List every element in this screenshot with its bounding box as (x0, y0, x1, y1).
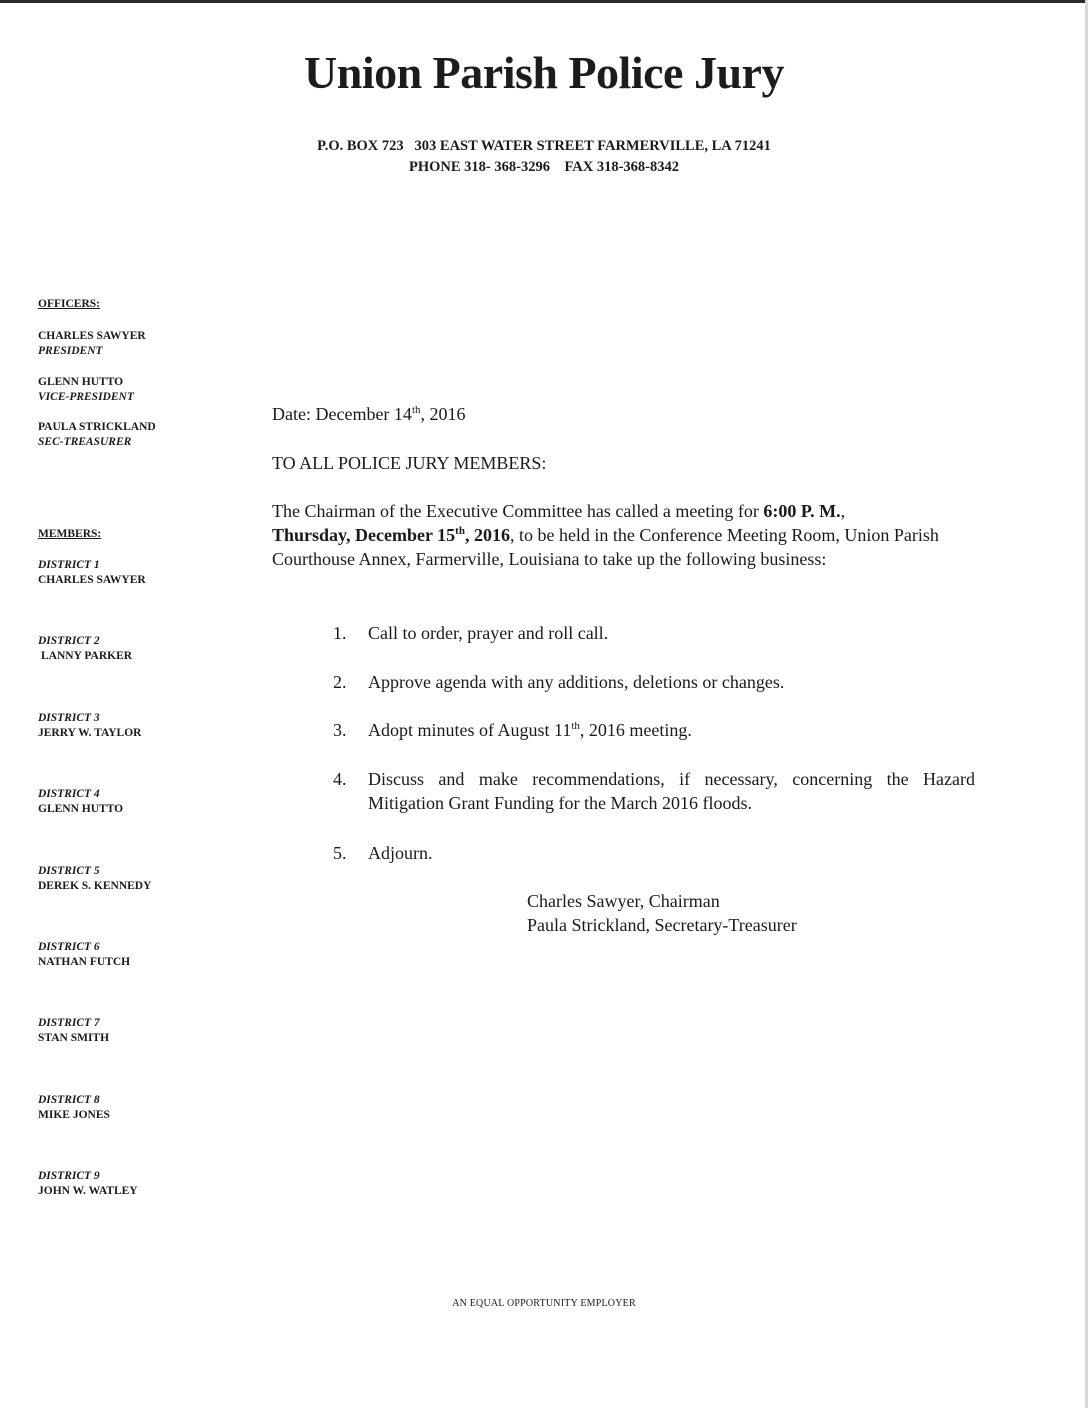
member-district: DISTRICT 7 (38, 1017, 100, 1029)
member-district: DISTRICT 9 (38, 1170, 100, 1182)
meeting-time: 6:00 P. M. (763, 501, 841, 521)
members-heading (38, 527, 101, 542)
agenda-number: 3. (333, 720, 347, 740)
member-entry (38, 940, 130, 970)
date-ordinal: th (411, 404, 421, 416)
agenda-text (368, 718, 975, 742)
officer-entry (38, 375, 134, 405)
member-district: DISTRICT 1 (38, 559, 100, 571)
meeting-day (272, 525, 510, 545)
officer-name: PAULA STRICKLAND (38, 421, 156, 433)
member-entry (38, 1093, 110, 1123)
member-name: CHARLES SAWYER (38, 574, 146, 586)
address-line-2 (0, 157, 1088, 178)
date-year: , 2016 (420, 404, 466, 424)
officers-heading (38, 297, 100, 312)
member-entry (38, 864, 151, 894)
member-entry (38, 1016, 109, 1046)
member-name: NATHAN FUTCH (38, 956, 131, 968)
member-name: STAN SMITH (38, 1032, 110, 1044)
signature-secretary: Paula Strickland, Secretary-Treasurer (527, 915, 797, 935)
member-entry (38, 634, 132, 664)
intro-comma: , (840, 501, 846, 521)
address-line-1-text: P.O. BOX 723 303 EAST WATER STREET FARMERVILLE, LA 71241 (317, 138, 771, 154)
letterhead-address (0, 136, 1088, 178)
date-text: Date: December 14 (272, 404, 412, 424)
intro-text-rest: , to be held in the Conference Meeting Room, Union Parish Courthouse Annex, Farmerville, Louisiana to take up the following business: (272, 525, 939, 569)
address-line-1 (0, 136, 1088, 157)
meeting-day-ordinal: th (455, 525, 465, 537)
member-name: MIKE JONES (38, 1109, 110, 1121)
signature-block (527, 889, 797, 937)
member-name: GLENN HUTTO (38, 803, 124, 815)
member-entry (38, 711, 141, 741)
officer-entry (38, 329, 146, 359)
member-name: DEREK S. KENNEDY (38, 880, 152, 892)
agenda-text: Discuss and make recommendations, if necessary, concerning the Hazard Mitigation Grant Funding for the March 2016 floods. (368, 769, 975, 813)
officers-heading-text: OFFICERS: (38, 298, 100, 310)
footer-eoe: AN EQUAL OPPORTUNITY EMPLOYER (452, 1298, 636, 1309)
member-district: DISTRICT 3 (38, 712, 100, 724)
agenda-text-pre: Adopt minutes of August 11 (368, 720, 572, 740)
member-district: DISTRICT 8 (38, 1094, 100, 1106)
member-district: DISTRICT 6 (38, 941, 100, 953)
member-district: DISTRICT 4 (38, 788, 100, 800)
meeting-year: , 2016 (464, 525, 510, 545)
letter-salutation: TO ALL POLICE JURY MEMBERS: (272, 453, 547, 473)
member-district: DISTRICT 5 (38, 865, 100, 877)
members-heading-text: MEMBERS: (38, 528, 102, 540)
member-entry (38, 558, 146, 588)
member-entry (38, 787, 123, 817)
agenda-ordinal: th (571, 720, 580, 732)
member-name: JOHN W. WATLEY (38, 1185, 138, 1197)
agenda-text: Call to order, prayer and roll call. (368, 623, 609, 643)
officer-name: GLENN HUTTO (38, 376, 124, 388)
letterhead-title: Union Parish Police Jury (304, 47, 784, 98)
member-name: LANNY PARKER (41, 650, 133, 662)
address-line-2-text: PHONE 318- 368-3296 FAX 318-368-8342 (409, 159, 679, 175)
member-entry (38, 1169, 138, 1199)
meeting-day-text: Thursday, December 15 (272, 525, 456, 545)
signature-chairman: Charles Sawyer, Chairman (527, 891, 720, 911)
agenda-number: 5. (333, 843, 347, 863)
officer-entry (38, 420, 156, 450)
agenda-number: 4. (333, 769, 347, 789)
officer-role: PRESIDENT (38, 345, 103, 357)
officer-role: SEC-TREASURER (38, 436, 132, 448)
page-top-edge (0, 0, 1088, 3)
member-district: DISTRICT 2 (38, 635, 100, 647)
officer-name: CHARLES SAWYER (38, 330, 146, 342)
agenda-number: 2. (333, 672, 347, 692)
agenda-text-post: , 2016 meeting. (579, 720, 692, 740)
agenda-text: Adjourn. (368, 843, 433, 863)
intro-text: The Chairman of the Executive Committee has called a meeting for (272, 501, 764, 521)
agenda-text: Approve agenda with any additions, deletions or changes. (368, 672, 785, 692)
agenda-number: 1. (333, 623, 347, 643)
letter-date (272, 402, 466, 426)
meeting-notice-paragraph (272, 499, 972, 571)
officer-role: VICE-PRESIDENT (38, 391, 134, 403)
member-name: JERRY W. TAYLOR (38, 727, 142, 739)
